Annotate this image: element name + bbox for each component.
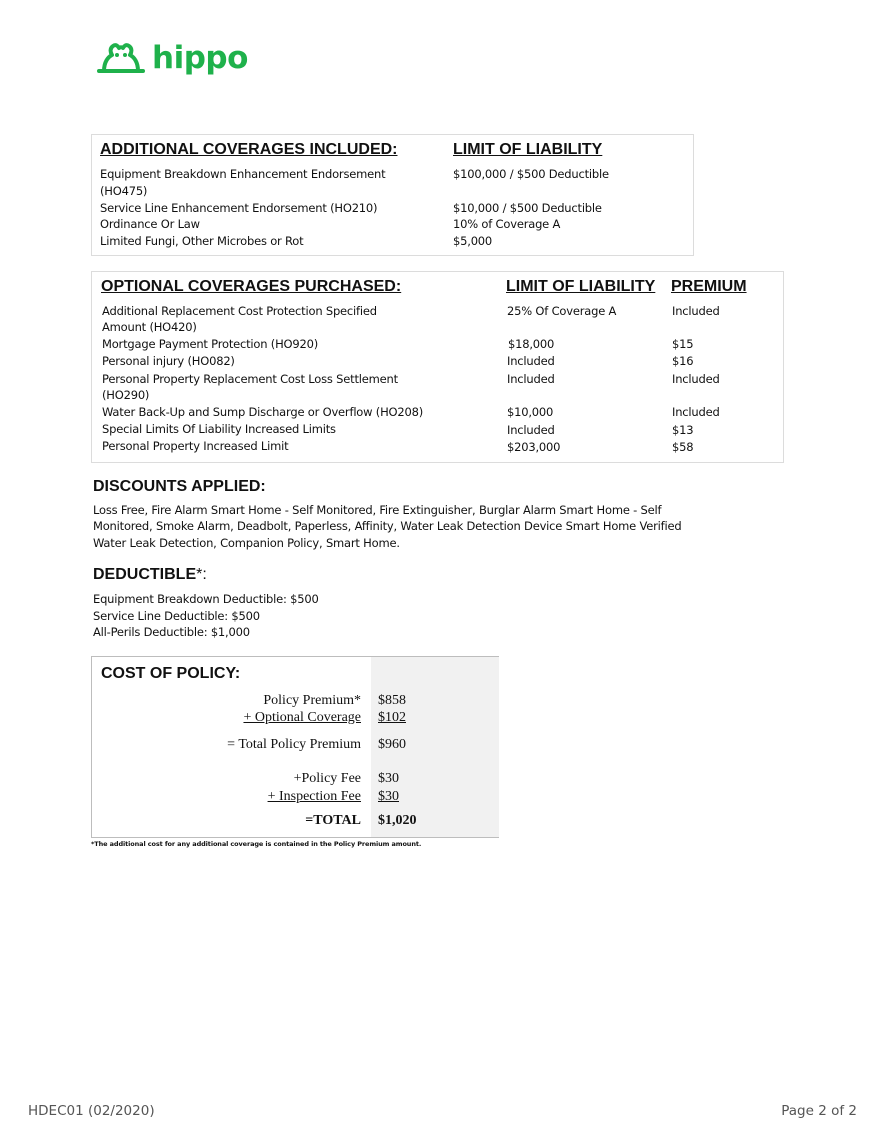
optional-coverages-table: [91, 271, 784, 463]
coverage-name: Personal Property Increased Limit: [102, 439, 289, 453]
coverage-limit: Included: [507, 423, 555, 437]
coverage-premium: Included: [672, 304, 720, 318]
coverage-premium: $15: [672, 337, 694, 351]
limit-of-liability-header: LIMIT OF LIABILITY: [506, 278, 656, 295]
coverage-limit: 10% of Coverage A: [453, 217, 561, 231]
coverage-premium: Included: [672, 405, 720, 419]
page-number: Page 2 of 2: [781, 1103, 857, 1119]
coverage-name: Ordinance Or Law: [100, 217, 200, 231]
policy-fee-value: $30: [378, 771, 399, 786]
optional-coverages-header: OPTIONAL COVERAGES PURCHASED:: [101, 278, 402, 295]
coverage-premium: Included: [672, 372, 720, 386]
total-label: =TOTAL: [305, 813, 361, 828]
coverage-limit: 25% Of Coverage A: [507, 304, 617, 318]
discounts-line: Water Leak Detection, Companion Policy, Smart Home.: [93, 536, 400, 550]
coverage-name: Special Limits Of Liability Increased Limits: [102, 422, 336, 436]
deductible-title-text: DEDUCTIBLE: [93, 566, 197, 583]
coverage-premium: $58: [672, 440, 694, 454]
total-policy-premium-value: $960: [378, 737, 406, 752]
deductible-line: Equipment Breakdown Deductible: $500: [93, 592, 319, 606]
logo-wordmark: hippo: [152, 39, 248, 76]
form-id: HDEC01 (02/2020): [28, 1103, 155, 1119]
optional-coverage-label: + Optional Coverage: [243, 710, 361, 725]
cost-of-policy-box: [91, 656, 499, 838]
inspection-fee-label: + Inspection Fee: [267, 789, 361, 804]
deductible-line: All-Perils Deductible: $1,000: [93, 625, 250, 639]
optional-coverage-value: $102: [378, 710, 406, 725]
policy-fee-label: +Policy Fee: [293, 771, 361, 786]
premium-header: PREMIUM: [671, 278, 747, 295]
coverage-name: Equipment Breakdown Enhancement Endorsement: [100, 167, 386, 181]
cost-footnote: *The additional cost for any additional coverage is contained in the Policy Premium amount.: [91, 840, 422, 848]
coverage-limit: $10,000: [507, 405, 554, 419]
cost-of-policy-title: COST OF POLICY:: [101, 665, 241, 682]
inspection-fee-value: $30: [378, 789, 399, 804]
coverage-limit: $203,000: [507, 440, 561, 454]
coverage-name-cont: Amount (HO420): [102, 320, 197, 334]
additional-coverages-header: ADDITIONAL COVERAGES INCLUDED:: [100, 141, 398, 158]
limit-of-liability-header: LIMIT OF LIABILITY: [453, 141, 603, 158]
discounts-line: Loss Free, Fire Alarm Smart Home - Self Monitored, Fire Extinguisher, Burglar Alarm Smart Home - Self: [93, 503, 662, 517]
policy-premium-label: Policy Premium*: [263, 693, 361, 708]
coverage-premium: $16: [672, 354, 694, 368]
total-policy-premium-label: = Total Policy Premium: [227, 737, 361, 752]
coverage-limit: Included: [507, 354, 555, 368]
coverage-name-cont: (HO290): [102, 388, 150, 402]
coverage-name: Personal injury (HO082): [102, 354, 235, 368]
additional-coverages-table: [91, 134, 694, 256]
coverage-limit: $5,000: [453, 234, 493, 248]
coverage-name: Water Back-Up and Sump Discharge or Overflow (HO208): [102, 405, 424, 419]
coverage-limit: Included: [507, 372, 555, 386]
policy-premium-value: $858: [378, 693, 406, 708]
total-value: $1,020: [378, 813, 417, 828]
coverage-name: Service Line Enhancement Endorsement (HO210): [100, 201, 378, 215]
hippo-peeking-icon: [96, 42, 146, 74]
coverage-name: Additional Replacement Cost Protection Specified: [102, 304, 377, 318]
discounts-title: DISCOUNTS APPLIED:: [93, 478, 266, 495]
coverage-premium: $13: [672, 423, 694, 437]
coverage-name-cont: (HO475): [100, 184, 148, 198]
discounts-line: Monitored, Smoke Alarm, Deadbolt, Paperless, Affinity, Water Leak Detection Device Smart Home Verified: [93, 519, 682, 533]
coverage-name: Personal Property Replacement Cost Loss Settlement: [102, 372, 398, 386]
deductible-title-suffix: *:: [196, 566, 207, 583]
coverage-name: Limited Fungi, Other Microbes or Rot: [100, 234, 304, 248]
hippo-logo: [96, 39, 248, 76]
deductible-line: Service Line Deductible: $500: [93, 609, 260, 623]
deductible-title: [93, 566, 207, 584]
coverage-name: Mortgage Payment Protection (HO920): [102, 337, 319, 351]
coverage-limit: $10,000 / $500 Deductible: [453, 201, 602, 215]
coverage-limit: $100,000 / $500 Deductible: [453, 167, 609, 181]
coverage-limit: $18,000: [508, 337, 555, 351]
